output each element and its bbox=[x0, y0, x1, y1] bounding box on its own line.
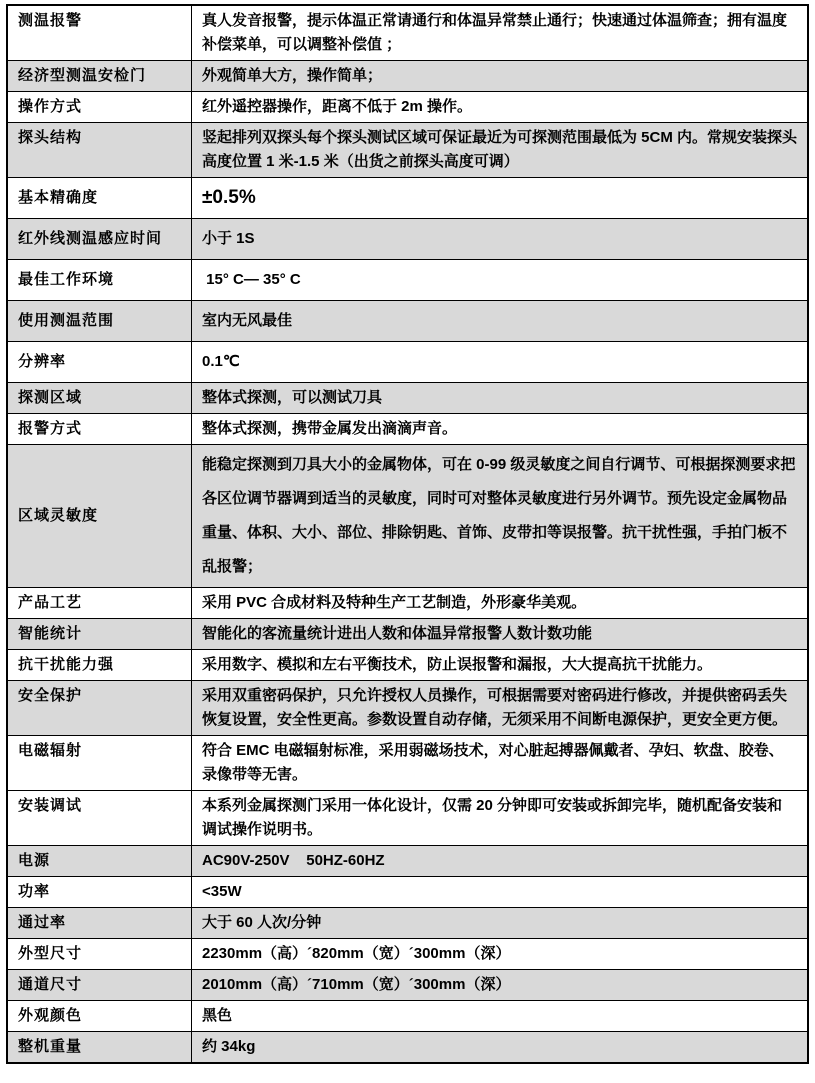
table-row bbox=[7, 123, 808, 178]
spec-label-cell: 外型尺寸 bbox=[7, 939, 192, 970]
spec-table-body bbox=[7, 5, 808, 1063]
spec-label-cell: 电磁辐射 bbox=[7, 736, 192, 791]
table-row bbox=[7, 939, 808, 970]
spec-value-cell: ±0.5% bbox=[192, 178, 809, 219]
spec-value-cell: 真人发音报警，提示体温正常请通行和体温异常禁止通行；快速通过体温筛查；拥有温度补偿菜单，可以调整补偿值 ； bbox=[192, 5, 809, 61]
spec-value-cell: 本系列金属探测门采用一体化设计，仅需 20 分钟即可安装或拆卸完毕，随机配备安装和调试操作说明书。 bbox=[192, 791, 809, 846]
spec-value-cell: 约 34kg bbox=[192, 1032, 809, 1064]
spec-value-cell: AC90V-250V 50HZ-60HZ bbox=[192, 846, 809, 877]
spec-value-cell: 整体式探测，携带金属发出滴滴声音。 bbox=[192, 414, 809, 445]
table-row bbox=[7, 1032, 808, 1064]
table-row bbox=[7, 588, 808, 619]
spec-value-cell: 2010mm（高）´710mm（宽）´300mm（深） bbox=[192, 970, 809, 1001]
spec-value-cell: 采用数字、模拟和左右平衡技术，防止误报警和漏报，大大提高抗干扰能力。 bbox=[192, 650, 809, 681]
spec-value-cell: 15° C— 35° C bbox=[192, 260, 809, 301]
table-row bbox=[7, 342, 808, 383]
table-row bbox=[7, 260, 808, 301]
spec-value-cell: 2230mm（高）´820mm（宽）´300mm（深） bbox=[192, 939, 809, 970]
spec-value-cell: 竖起排列双探头每个探头测试区域可保证最近为可探测范围最低为 5CM 内。常规安装探头高度位置 1 米-1.5 米（出货之前探头高度可调） bbox=[192, 123, 809, 178]
table-row bbox=[7, 178, 808, 219]
spec-label-cell: 基本精确度 bbox=[7, 178, 192, 219]
spec-label-cell: 外观颜色 bbox=[7, 1001, 192, 1032]
spec-label-cell: 最佳工作环境 bbox=[7, 260, 192, 301]
table-row bbox=[7, 791, 808, 846]
spec-value-cell: 红外遥控器操作，距离不低于 2m 操作。 bbox=[192, 92, 809, 123]
spec-label-cell: 产品工艺 bbox=[7, 588, 192, 619]
spec-label-cell: 通道尺寸 bbox=[7, 970, 192, 1001]
spec-label-cell: 探测区域 bbox=[7, 383, 192, 414]
spec-label-cell: 安装调试 bbox=[7, 791, 192, 846]
table-row bbox=[7, 445, 808, 588]
spec-label-cell: 通过率 bbox=[7, 908, 192, 939]
table-row bbox=[7, 970, 808, 1001]
table-row bbox=[7, 619, 808, 650]
table-row bbox=[7, 301, 808, 342]
spec-value-cell: <35W bbox=[192, 877, 809, 908]
spec-label-cell: 分辨率 bbox=[7, 342, 192, 383]
spec-value-cell: 采用 PVC 合成材料及特种生产工艺制造，外形豪华美观。 bbox=[192, 588, 809, 619]
spec-value-cell: 智能化的客流量统计进出人数和体温异常报警人数计数功能 bbox=[192, 619, 809, 650]
spec-label-cell: 使用测温范围 bbox=[7, 301, 192, 342]
spec-label-cell: 电源 bbox=[7, 846, 192, 877]
table-row bbox=[7, 1001, 808, 1032]
table-row bbox=[7, 736, 808, 791]
spec-label-cell: 安全保护 bbox=[7, 681, 192, 736]
table-row bbox=[7, 908, 808, 939]
spec-value-cell: 黑色 bbox=[192, 1001, 809, 1032]
table-row bbox=[7, 414, 808, 445]
spec-label-cell: 功率 bbox=[7, 877, 192, 908]
spec-value-cell: 外观简单大方，操作简单； bbox=[192, 61, 809, 92]
spec-label-cell: 探头结构 bbox=[7, 123, 192, 178]
spec-value-cell: 0.1℃ bbox=[192, 342, 809, 383]
spec-label-cell: 抗干扰能力强 bbox=[7, 650, 192, 681]
spec-label-cell: 区域灵敏度 bbox=[7, 445, 192, 588]
table-row bbox=[7, 681, 808, 736]
table-row bbox=[7, 846, 808, 877]
spec-label-cell: 红外线测温感应时间 bbox=[7, 219, 192, 260]
table-row bbox=[7, 383, 808, 414]
spec-label-cell: 整机重量 bbox=[7, 1032, 192, 1064]
spec-value-cell: 采用双重密码保护，只允许授权人员操作，可根据需要对密码进行修改，并提供密码丢失恢复设置，安全性更高。参数设置自动存储，无须采用不间断电源保护，更安全更方便。 bbox=[192, 681, 809, 736]
table-row bbox=[7, 219, 808, 260]
spec-label-cell: 智能统计 bbox=[7, 619, 192, 650]
spec-label-cell: 测温报警 bbox=[7, 5, 192, 61]
spec-value-cell: 大于 60 人次/分钟 bbox=[192, 908, 809, 939]
table-row bbox=[7, 61, 808, 92]
spec-label-cell: 报警方式 bbox=[7, 414, 192, 445]
spec-table bbox=[6, 4, 809, 1064]
spec-value-cell: 小于 1S bbox=[192, 219, 809, 260]
spec-label-cell: 经济型测温安检门 bbox=[7, 61, 192, 92]
spec-value-cell: 符合 EMC 电磁辐射标准，采用弱磁场技术，对心脏起搏器佩戴者、孕妇、软盘、胶卷、录像带等无害。 bbox=[192, 736, 809, 791]
table-row bbox=[7, 92, 808, 123]
spec-label-cell: 操作方式 bbox=[7, 92, 192, 123]
table-row bbox=[7, 877, 808, 908]
table-row bbox=[7, 5, 808, 61]
spec-value-cell: 能稳定探测到刀具大小的金属物体，可在 0-99 级灵敏度之间自行调节、可根据探测要求把各区位调节器调到适当的灵敏度，同时可对整体灵敏度进行另外调节。预先设定金属物品重量、体积、大小、部位、排除钥匙、首饰、皮带扣等误报警。抗干扰性强，手拍门板不乱报警； bbox=[192, 445, 809, 588]
table-row bbox=[7, 650, 808, 681]
spec-value-cell: 室内无风最佳 bbox=[192, 301, 809, 342]
spec-value-cell: 整体式探测，可以测试刀具 bbox=[192, 383, 809, 414]
